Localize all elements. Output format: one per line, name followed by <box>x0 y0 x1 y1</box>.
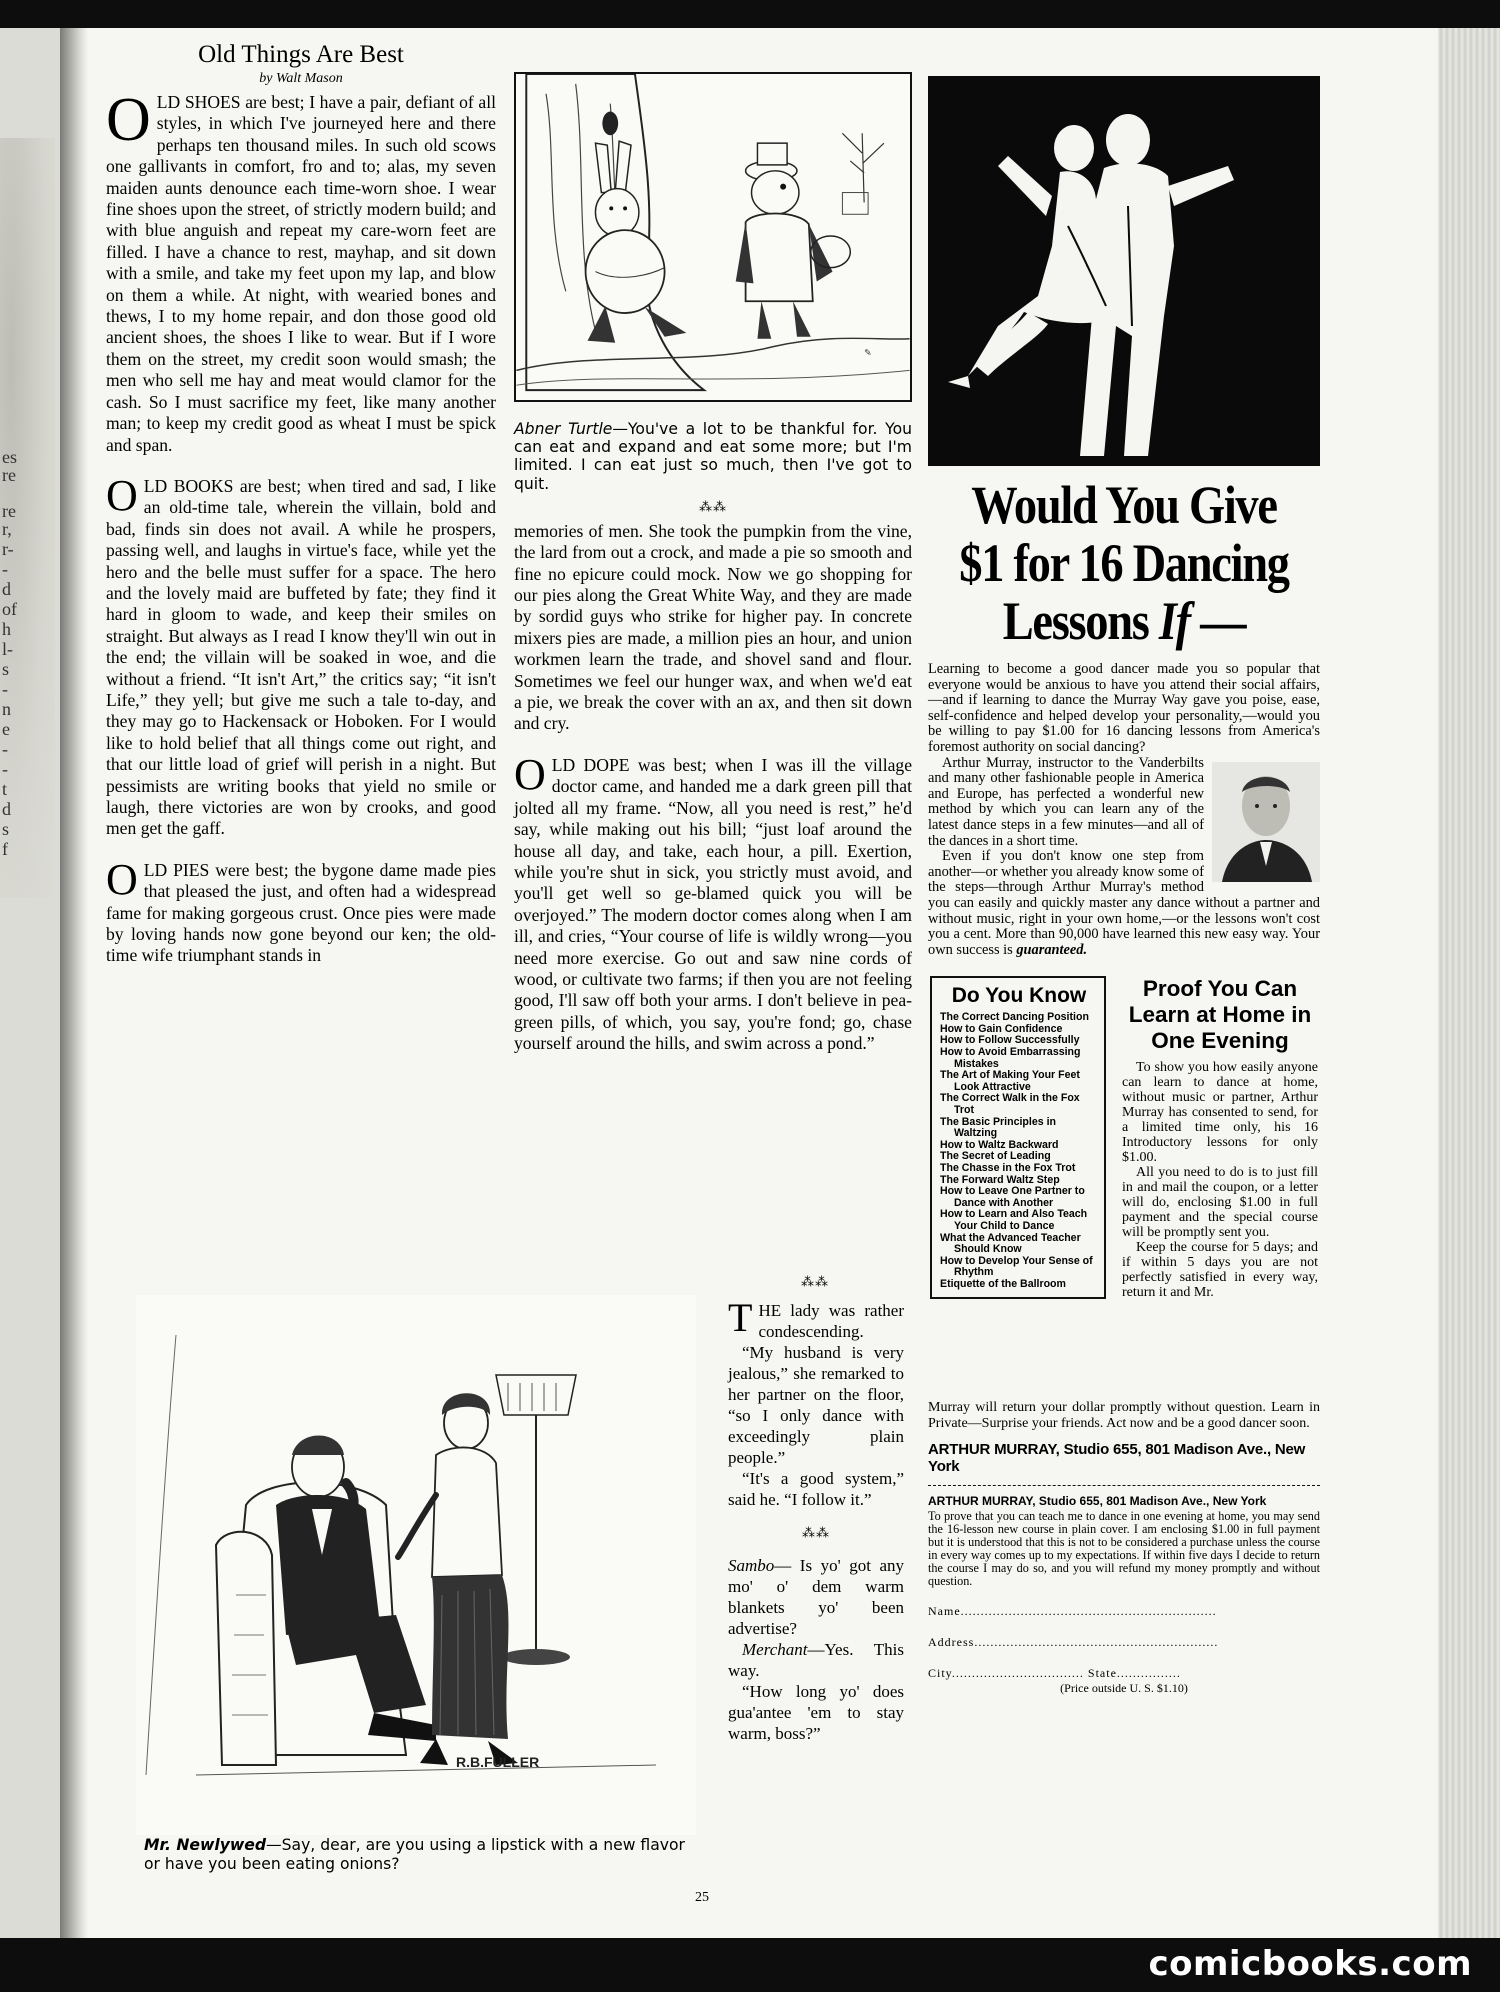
lesson-topic: The Basic Principles in Waltzing <box>940 1115 1056 1140</box>
page-edges <box>1438 28 1500 1938</box>
lesson-topic: Etiquette of the Ballroom <box>940 1277 1066 1290</box>
joke-text: “How long yo' does gua'antee 'em to stay warm, boss?” <box>728 1682 904 1743</box>
article-continuation <box>514 521 912 1055</box>
joke-speaker: Merchant <box>742 1640 808 1659</box>
caption-text: —You've a lot to be thankful for. You can eat and expand and eat some more; but I'm limited. I can eat just so much, then I've got to quit. <box>514 420 913 493</box>
caption-text: —Say, dear, are you using a lipstick with a new flavor or have you been eating onions? <box>144 1836 685 1873</box>
proof-paragraph: All you need to do is to just fill in and mail the coupon, or a letter will do, enclosing $1.00 in full payment and the special course will be promptly sent you. <box>1122 1165 1318 1241</box>
joke-text: — Is yo' got any mo' o' dem warm blankets yo' been advertise? <box>728 1556 904 1638</box>
headline-emphasis: If <box>1158 591 1190 651</box>
facing-page-fragment: of <box>2 599 17 619</box>
facing-page-fragment: h <box>2 619 11 639</box>
facing-page-fragment: - <box>2 739 8 759</box>
arthur-murray-portrait <box>1212 762 1320 882</box>
do-you-know-box <box>930 976 1106 1298</box>
do-you-know-title: Do You Know <box>951 984 1087 1008</box>
jokes-column <box>728 1295 905 1744</box>
cartoon1-caption <box>514 420 912 493</box>
separator-ornament: ⁂⁂ <box>801 1274 829 1289</box>
drop-cap: O <box>106 86 151 154</box>
facing-page-fragment: r, <box>2 519 12 539</box>
artist-signature: R.B.FULLER <box>456 1754 540 1770</box>
dancing-couple-silhouette <box>928 76 1320 466</box>
proof-section <box>1122 976 1318 1300</box>
ad-address: ARTHUR MURRAY, Studio 655, 801 Madison Ave., New York <box>928 1441 1320 1486</box>
dance-lessons-advertisement <box>928 76 1320 1696</box>
joke-text: —Yes. This way. <box>728 1640 904 1680</box>
facing-page-fragment: r- <box>2 539 14 559</box>
facing-page-fragment: re <box>2 501 16 521</box>
separator-ornament: ⁂⁂ <box>802 1525 830 1540</box>
ad-boxes <box>928 976 1320 1396</box>
facing-page-fragment: f <box>2 839 8 859</box>
facing-page-fragment: re <box>2 465 16 485</box>
article-byline: by Walt Mason <box>259 71 343 86</box>
watermark: comicbooks.com <box>1148 1944 1472 1984</box>
order-coupon <box>928 1494 1320 1696</box>
article-column-1 <box>106 40 496 987</box>
drop-cap: O <box>514 749 546 799</box>
facing-page-fragment: s <box>2 659 10 679</box>
paragraph-old-dope <box>514 749 912 1055</box>
lesson-topic: What the Advanced Teacher Should Know <box>940 1231 1081 1256</box>
coupon-body: To prove that you can teach me to dance in one evening at home, you may send the 16-lesson new course in plain cover. I am enclosing $1.00 in full payment but it is understood that this is not to be considered a purchase unless the course in every way comes up to my expectations. If within five days I decide to return the course I may do so, and you will refund my money promptly and without question. <box>928 1509 1320 1589</box>
separator-ornament: ⁂⁂ <box>699 498 727 514</box>
lead-in: LD SHOES <box>156 92 241 112</box>
lesson-topic: How to Leave One Partner to Dance with Another <box>940 1185 1085 1209</box>
lesson-topic: How to Develop Your Sense of Rhythm <box>940 1254 1093 1279</box>
lesson-topic: How to Learn and Also Teach Your Child to Dance <box>940 1208 1088 1232</box>
lesson-topic: How to Gain Confidence <box>940 1022 1063 1035</box>
drop-cap: O <box>106 854 138 904</box>
lead-in: HE <box>758 1301 782 1320</box>
drop-cap: T <box>728 1295 753 1340</box>
paragraph-text: memories of men. She took the pumpkin from the vine, the lard from out a crock, and made a pie so smooth and fine no epicure could mock. Now we go shopping for our pies along the Great White Way, and they are made by sordid guys who strike for higher pay. In concrete mixers pies are made, a million pies an hour, and union workmen learn the trade, and shovel sand and flour. Sometimes we feel our hunger wax, and when we'd eat a pie, we break the cover with an ax, and then sit down and cry. <box>514 520 912 734</box>
newlywed-cartoon <box>136 1295 696 1835</box>
lesson-topic: The Forward Waltz Step <box>940 1173 1060 1186</box>
facing-page-fragment: es <box>2 447 17 467</box>
facing-page-fragment: - <box>2 759 8 779</box>
joke-merchant <box>728 1639 904 1681</box>
joke-text: “My husband is very jealous,” she remarked to her partner on the floor, “so I only dance with exceedingly plain people.” <box>728 1343 904 1467</box>
headline-line <box>928 592 1320 650</box>
facing-page-fragment: d <box>2 579 11 599</box>
proof-paragraph: To show you how easily anyone can learn to dance at home, without music or partner, Arthur Murray has consented to send, for a limited time only, his 16 Introductory lessons for only $1.00. <box>1122 1060 1318 1166</box>
lesson-topic: How to Avoid Embarrassing Mistakes <box>940 1046 1081 1070</box>
joke-speaker: Sambo <box>728 1556 775 1575</box>
paragraph-text: was best; when I was ill the village doctor came, and handed me a dark green pill that jolted all my frame. “Now, all you need is rest,” he'd say, while making out his bill; “just loaf around the house all day, and take, each hour, a pill. Exertion, while you're shut in sick, you strictly must avoid, and you'll get well so ge-blamed quick you will be overjoyed.” The modern doctor comes along when I am ill, and cries, “Your course of life is wildly wrong—you need more exercise. Go out and saw nine cords of wood, or cultivate two farms; if then you are not feeling good, I'll saw off both your arms. I don't believe in pea-green pills, of which, you say, you're fond; go, chase yourself around the hills, and swim across a pond.” <box>514 754 912 1054</box>
joke-sambo <box>728 1555 904 1639</box>
article-column-2 <box>514 72 912 1055</box>
ad-headline <box>928 476 1320 650</box>
headline-line: $1 for 16 Dancing <box>959 533 1289 593</box>
paragraph-old-pies <box>106 854 496 967</box>
facing-page-remnant <box>0 28 60 1938</box>
caption-speaker: Abner Turtle <box>514 420 613 438</box>
joke-text: “It's a good system,” said he. “I follow it.” <box>728 1469 904 1509</box>
lesson-topic: How to Waltz Backward <box>940 1138 1059 1151</box>
ad-emphasis: guaranteed. <box>1016 941 1088 958</box>
proof-title: Proof You Can Learn at Home in One Evening <box>1128 976 1312 1054</box>
coupon-heading: ARTHUR MURRAY, Studio 655, 801 Madison Ave., New York <box>928 1494 1267 1509</box>
caption-speaker: Mr. Newlywed <box>144 1836 267 1854</box>
lead-in: LD DOPE <box>551 754 630 775</box>
lesson-topic: The Chasse in the Fox Trot <box>940 1162 1076 1174</box>
field-label: Name <box>928 1604 961 1619</box>
headline-text: Lessons <box>1002 591 1159 651</box>
ad-murray-paragraph: Arthur Murray, instructor to the Vanderbilts and many other fashionable people in America and Europe, has perfected a wonderful new method by which you can learn any of the latest dance steps in a few minutes—and all of the dances in a short time. <box>928 754 1204 849</box>
headline-dash: — <box>1189 591 1246 651</box>
page-number: 25 <box>695 1890 709 1905</box>
rabbit-turtle-cartoon <box>514 72 912 402</box>
facing-page-fragment: n <box>2 699 11 719</box>
coupon-city-state-field[interactable]: City................................. State................ <box>928 1666 1181 1681</box>
field-label: State <box>1087 1666 1117 1681</box>
cartoon2-caption <box>144 1836 704 1874</box>
lesson-topic: The Correct Walk in the Fox Trot <box>940 1092 1080 1117</box>
ad-intro: Learning to become a good dancer made you so popular that everyone would be anxious to have you attend their social affairs,—and if learning to dance the Murray Way gave you poise, ease, self-confidence and helped develop your personality,—would you be willing to pay $1.00 for 16 dancing lessons from America's foremost authority on social dancing? <box>928 661 1320 755</box>
coupon-name-field[interactable]: Name................................................................ <box>928 1604 1217 1619</box>
paragraph-text: were best; the bygone dame made pies that pleased the just, and often had a widespread fame for making gorgeous crust. Once pies were made by loving hands now gone beyond our ken; the old-time wife triumphant stands in <box>106 859 496 966</box>
paragraph-old-books <box>106 470 496 840</box>
paragraph-old-shoes <box>106 86 496 456</box>
facing-page-fragment: - <box>2 559 8 579</box>
article-title: Old Things Are Best <box>198 41 404 68</box>
facing-page-fragment: s <box>2 819 10 839</box>
facing-page-fragment: l- <box>2 639 13 659</box>
field-label: Address <box>928 1635 975 1650</box>
facing-page-fragment: t <box>2 779 8 799</box>
ad-closing-text: Murray will return your dollar promptly without question. Learn in Private—Surprise your friends. Act now and be a good dancer soon. <box>928 1400 1320 1431</box>
facing-page-fragment: e <box>2 719 10 739</box>
paragraph-text: are best; I have a pair, defiant of all styles, in which I've journeyed here and there perhaps ten thousand miles. In such old scows one gallivants in comfort, fro and to; alas, my seven maiden aunts denounce each time-worn shoe. I wear fine shoes upon the street, of strictly modern build; and with blue anguish and repeat my care-worn feet are filled. I have a chance to rest, mayhap, and sit down with a smile, and take my feet upon my lap, and blow on them a while. At night, with wearied bones and thews, I to my home repair, and don those good old ancient shoes, the shoes I like to wear. But if I wore them on the street, my credit soon would smash; the men who sell me hay and meat would clamor for the cash. So I must sacrifice my feet, like many another man; to keep my credit good as wheat I must be spick and span. <box>106 92 496 455</box>
lesson-topic: The Secret of Leading <box>940 1150 1051 1163</box>
gutter-shadow <box>60 28 88 1938</box>
joke-text: lady was rather condescending. <box>758 1301 905 1341</box>
headline-line: Would You Give <box>971 475 1277 535</box>
lead-in: LD PIES <box>143 859 210 880</box>
lesson-topic: The Correct Dancing Position <box>940 1011 1089 1024</box>
artist-signature-small: ✎ <box>864 347 872 358</box>
proof-body <box>1122 1060 1318 1300</box>
drop-cap: O <box>106 470 138 520</box>
joke-lady <box>728 1295 905 1342</box>
facing-page-fragment: d <box>2 799 11 819</box>
lead-in: LD BOOKS <box>143 475 234 496</box>
coupon-address-field[interactable]: Address............................................................. <box>928 1635 1219 1650</box>
paragraph-text: are best; when tired and sad, I like an old-time tale, wherein the villain, bold and bad, finds sin does not avail. A while he prospers, passing well, and laughs in virtue's face, while yet the hero and the belle must suffer for a space. The hero and the lovely maid are buffeted by fate; they find it hard in gloom to wade, and keep their smiles on straight. But always as I read I know they'll win out in the end; the villain will be soaked in woe, and die without a friend. “It isn't Art,” the critics say; “it isn't Life,” they yell; but give me such a tale to-day, and they may go to Hackensack or Hoboken. For I would like to hold belief that all things come out right, and that our little load of grief will perish in a night. But pessimists are writing books that yield no smile or laugh, there victories are won by crooks, and good men get the gaff. <box>106 475 496 839</box>
ad-text: Even if you don't know one step from another—or whether you already know some of the steps—through Arthur Murray's method you can easily and quickly master any dance without a partner and without music, right in your own home,—or the lessons won't cost you a cent. More than 90,000 have learned this new easy way. Your own success is <box>928 848 1320 958</box>
field-label: City <box>928 1666 952 1681</box>
price-note: (Price outside U. S. $1.10) <box>1060 1681 1188 1696</box>
proof-paragraph: Keep the course for 5 days; and if within 5 days you are not perfectly satisfied in every way, return it and Mr. <box>1122 1240 1318 1301</box>
facing-page-fragment: - <box>2 679 8 699</box>
ad-body <box>928 662 1320 958</box>
lesson-topic: The Art of Making Your Feet Look Attractive <box>940 1069 1080 1093</box>
lesson-topic: How to Follow Successfully <box>940 1034 1080 1047</box>
